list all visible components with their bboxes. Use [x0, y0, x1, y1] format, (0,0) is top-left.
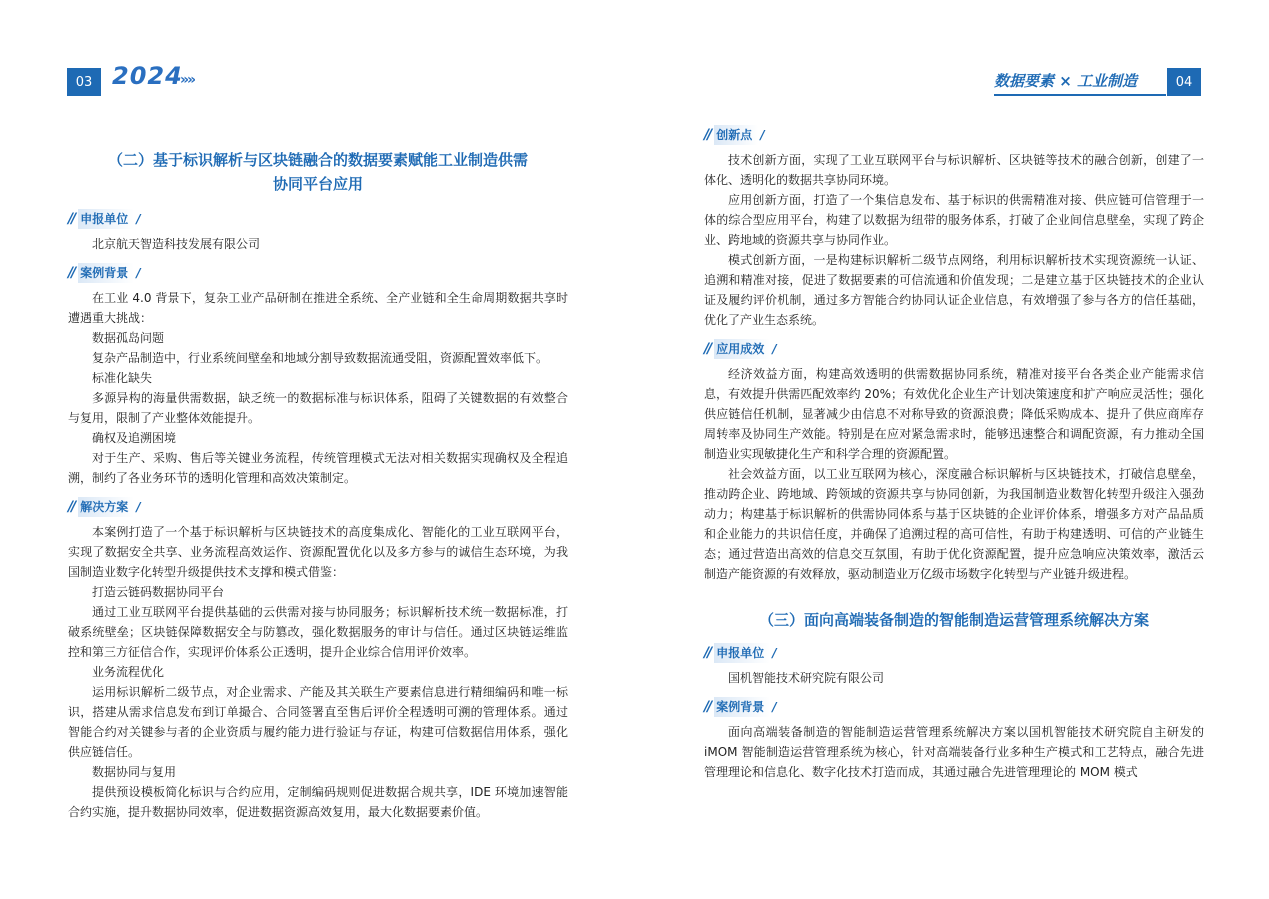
double-slash-icon: //: [704, 341, 711, 357]
subheading-innovation: [704, 126, 1204, 144]
paragraph: 复杂产品制造中，行业系统间壁垒和地域分割导致数据流通受阻，资源配置效率低下。: [92, 351, 549, 365]
unit-name: 北京航天智造科技发展有限公司: [92, 237, 261, 251]
page-number-left: 03: [67, 68, 101, 96]
right-content: [704, 124, 1204, 782]
subheading-unit: [704, 644, 1204, 662]
item-title: 标准化缺失: [92, 371, 153, 385]
subheading-unit: [68, 210, 568, 228]
series-underline: [994, 94, 1166, 96]
paragraph: 提供预设模板简化标识与合约应用，定制编码规则促进数据合规共享，IDE 环境加速智能合约实施，提升数据协同效率，促进数据资源高效复用，最大化数据要素价值。: [68, 785, 568, 819]
double-slash-icon: //: [704, 645, 711, 661]
chevron-icon: »»: [180, 72, 195, 88]
item-title: 确权及追溯困境: [92, 431, 177, 445]
paragraph: 对于生产、采购、售后等关键业务流程，传统管理模式无法对相关数据实现确权及全程追溯，制约了各业务环节的透明化管理和高效决策制定。: [68, 451, 568, 485]
subheading-label: 申报单位: [78, 209, 134, 229]
double-slash-icon: //: [704, 127, 711, 143]
series-title: 数据要素 × 工业制造: [994, 72, 1138, 90]
subheading-label: 案例背景: [78, 263, 134, 283]
slash-icon: /: [772, 342, 777, 356]
paragraph: 通过工业互联网平台提供基础的云供需对接与协同服务；标识解析技术统一数据标准，打破系统壁垒；区块链保障数据安全与防篡改，强化数据服务的审计与信任。通过区块链运维监控和第三方征信合作，实现评价体系公正透明，提升企业综合信用评价效率。: [68, 605, 568, 659]
section-3-title: （三）面向高端装备制造的智能制造运营管理系统解决方案: [758, 611, 1149, 629]
slash-icon: /: [136, 266, 141, 280]
section-title-line-2: 协同平台应用: [272, 175, 363, 193]
page-number-right: 04: [1167, 68, 1201, 96]
double-slash-icon: //: [704, 699, 711, 715]
section-title-line-1: （二）基于标识解析与区块链融合的数据要素赋能工业制造供需: [107, 151, 528, 169]
slash-icon: /: [136, 500, 141, 514]
paragraph: 运用标识解析二级节点，对企业需求、产能及其关联生产要素信息进行精细编码和唯一标识，搭建从需求信息发布到订单撮合、合同签署直至售后评价全程透明可溯的管理体系。通过智能合约对关键参与者的企业资质与履约能力进行验证与存证，构建可信数据信用体系，强化供应链信任。: [68, 685, 568, 759]
unit-name: 国机智能技术研究院有限公司: [728, 671, 885, 685]
double-slash-icon: //: [68, 265, 75, 281]
right-page: [634, 0, 1269, 899]
paragraph: 应用创新方面，打造了一个集信息发布、基于标识的供需精准对接、供应链可信管理于一体的综合型应用平台，构建了以数据为纽带的服务体系，打破了企业间信息壁垒，实现了跨企业、跨地域的资源共享与协同作业。: [704, 193, 1204, 247]
paragraph: 多源异构的海量供需数据，缺乏统一的数据标准与标识体系，阻碍了关键数据的有效整合与复用，限制了产业整体效能提升。: [68, 391, 568, 425]
subheading-background: [68, 264, 568, 282]
section-title: [68, 148, 568, 196]
slash-icon: /: [772, 646, 777, 660]
subheading-label: 解决方案: [78, 497, 134, 517]
double-slash-icon: //: [68, 211, 75, 227]
slash-icon: /: [760, 128, 765, 142]
paragraph: 社会效益方面，以工业互联网为核心，深度融合标识解析与区块链技术，打破信息壁垒，推动跨企业、跨地域、跨领域的资源共享与协同创新，为我国制造业数智化转型升级注入强劲动力；构建基于标识解析的供需协同体系与基于区块链的企业评价体系，增强多方对产品品质和企业能力的共识信任度，并确保了追溯过程的高可信性，有助于构建透明、可信的产业链生态；通过营造出高效的信息交互氛围，有助于优化资源配置，提升应急响应决策效率，激活云制造产能资源的有效释放，驱动制造业万亿级市场数字化转型与产业链升级进程。: [704, 467, 1204, 581]
paragraph: 在工业 4.0 背景下，复杂工业产品研制在推进全系统、全产业链和全生命周期数据共享时遭遇重大挑战：: [68, 291, 568, 325]
subheading-label: 案例背景: [714, 697, 770, 717]
left-content: [68, 148, 568, 822]
subheading-label: 应用成效: [714, 339, 770, 359]
paragraph: 模式创新方面，一是构建标识解析二级节点网络，利用标识解析技术实现资源统一认证、追溯和精准对接，促进了数据要素的可信流通和价值发现；二是建立基于区块链技术的企业认证及履约评价机制，通过多方智能合约协同认证企业信息，有效增强了参与各方的信任基础，优化了产业生态系统。: [704, 253, 1204, 327]
year-logo: 2024: [112, 62, 183, 90]
left-page: [0, 0, 634, 899]
subheading-label: 申报单位: [714, 643, 770, 663]
item-title: 业务流程优化: [92, 665, 165, 679]
subheading-results: [704, 340, 1204, 358]
slash-icon: /: [136, 212, 141, 226]
paragraph: 面向高端装备制造的智能制造运营管理系统解决方案以国机智能技术研究院自主研发的 iMOM 智能制造运营管理系统为核心，针对高端装备行业多种生产模式和工艺特点，融合先进管理理论和信息化、数字化技术打造而成，其通过融合先进管理理论的 MOM 模式: [704, 725, 1204, 779]
double-slash-icon: //: [68, 499, 75, 515]
subheading-label: 创新点: [714, 125, 758, 145]
item-title: 数据孤岛问题: [92, 331, 165, 345]
paragraph: 本案例打造了一个基于标识解析与区块链技术的高度集成化、智能化的工业互联网平台，实现了数据安全共享、业务流程高效运作、资源配置优化以及多方参与的诚信生态环境，为我国制造业数字化转型升级提供技术支撑和模式借鉴：: [68, 525, 568, 579]
slash-icon: /: [772, 700, 777, 714]
subheading-solution: [68, 498, 568, 516]
subheading-background: [704, 698, 1204, 716]
item-title: 数据协同与复用: [92, 765, 177, 779]
paragraph: 技术创新方面，实现了工业互联网平台与标识解析、区块链等技术的融合创新，创建了一体化、透明化的数据共享协同环境。: [704, 153, 1204, 187]
item-title: 打造云链码数据协同平台: [92, 585, 225, 599]
paragraph: 经济效益方面，构建高效透明的供需数据协同系统，精准对接平台各类企业产能需求信息，有效提升供需匹配效率约 20%；有效优化企业生产计划决策速度和扩产响应灵活性；强化供应链信任机制，显著减少由信息不对称导致的资源浪费；降低采购成本、提升了供应商库存周转率及协同生产效能。特别是在应对紧急需求时，能够迅速整合和调配资源，有力推动全国制造业实现敏捷化生产和科学合理的资源配置。: [704, 367, 1204, 461]
